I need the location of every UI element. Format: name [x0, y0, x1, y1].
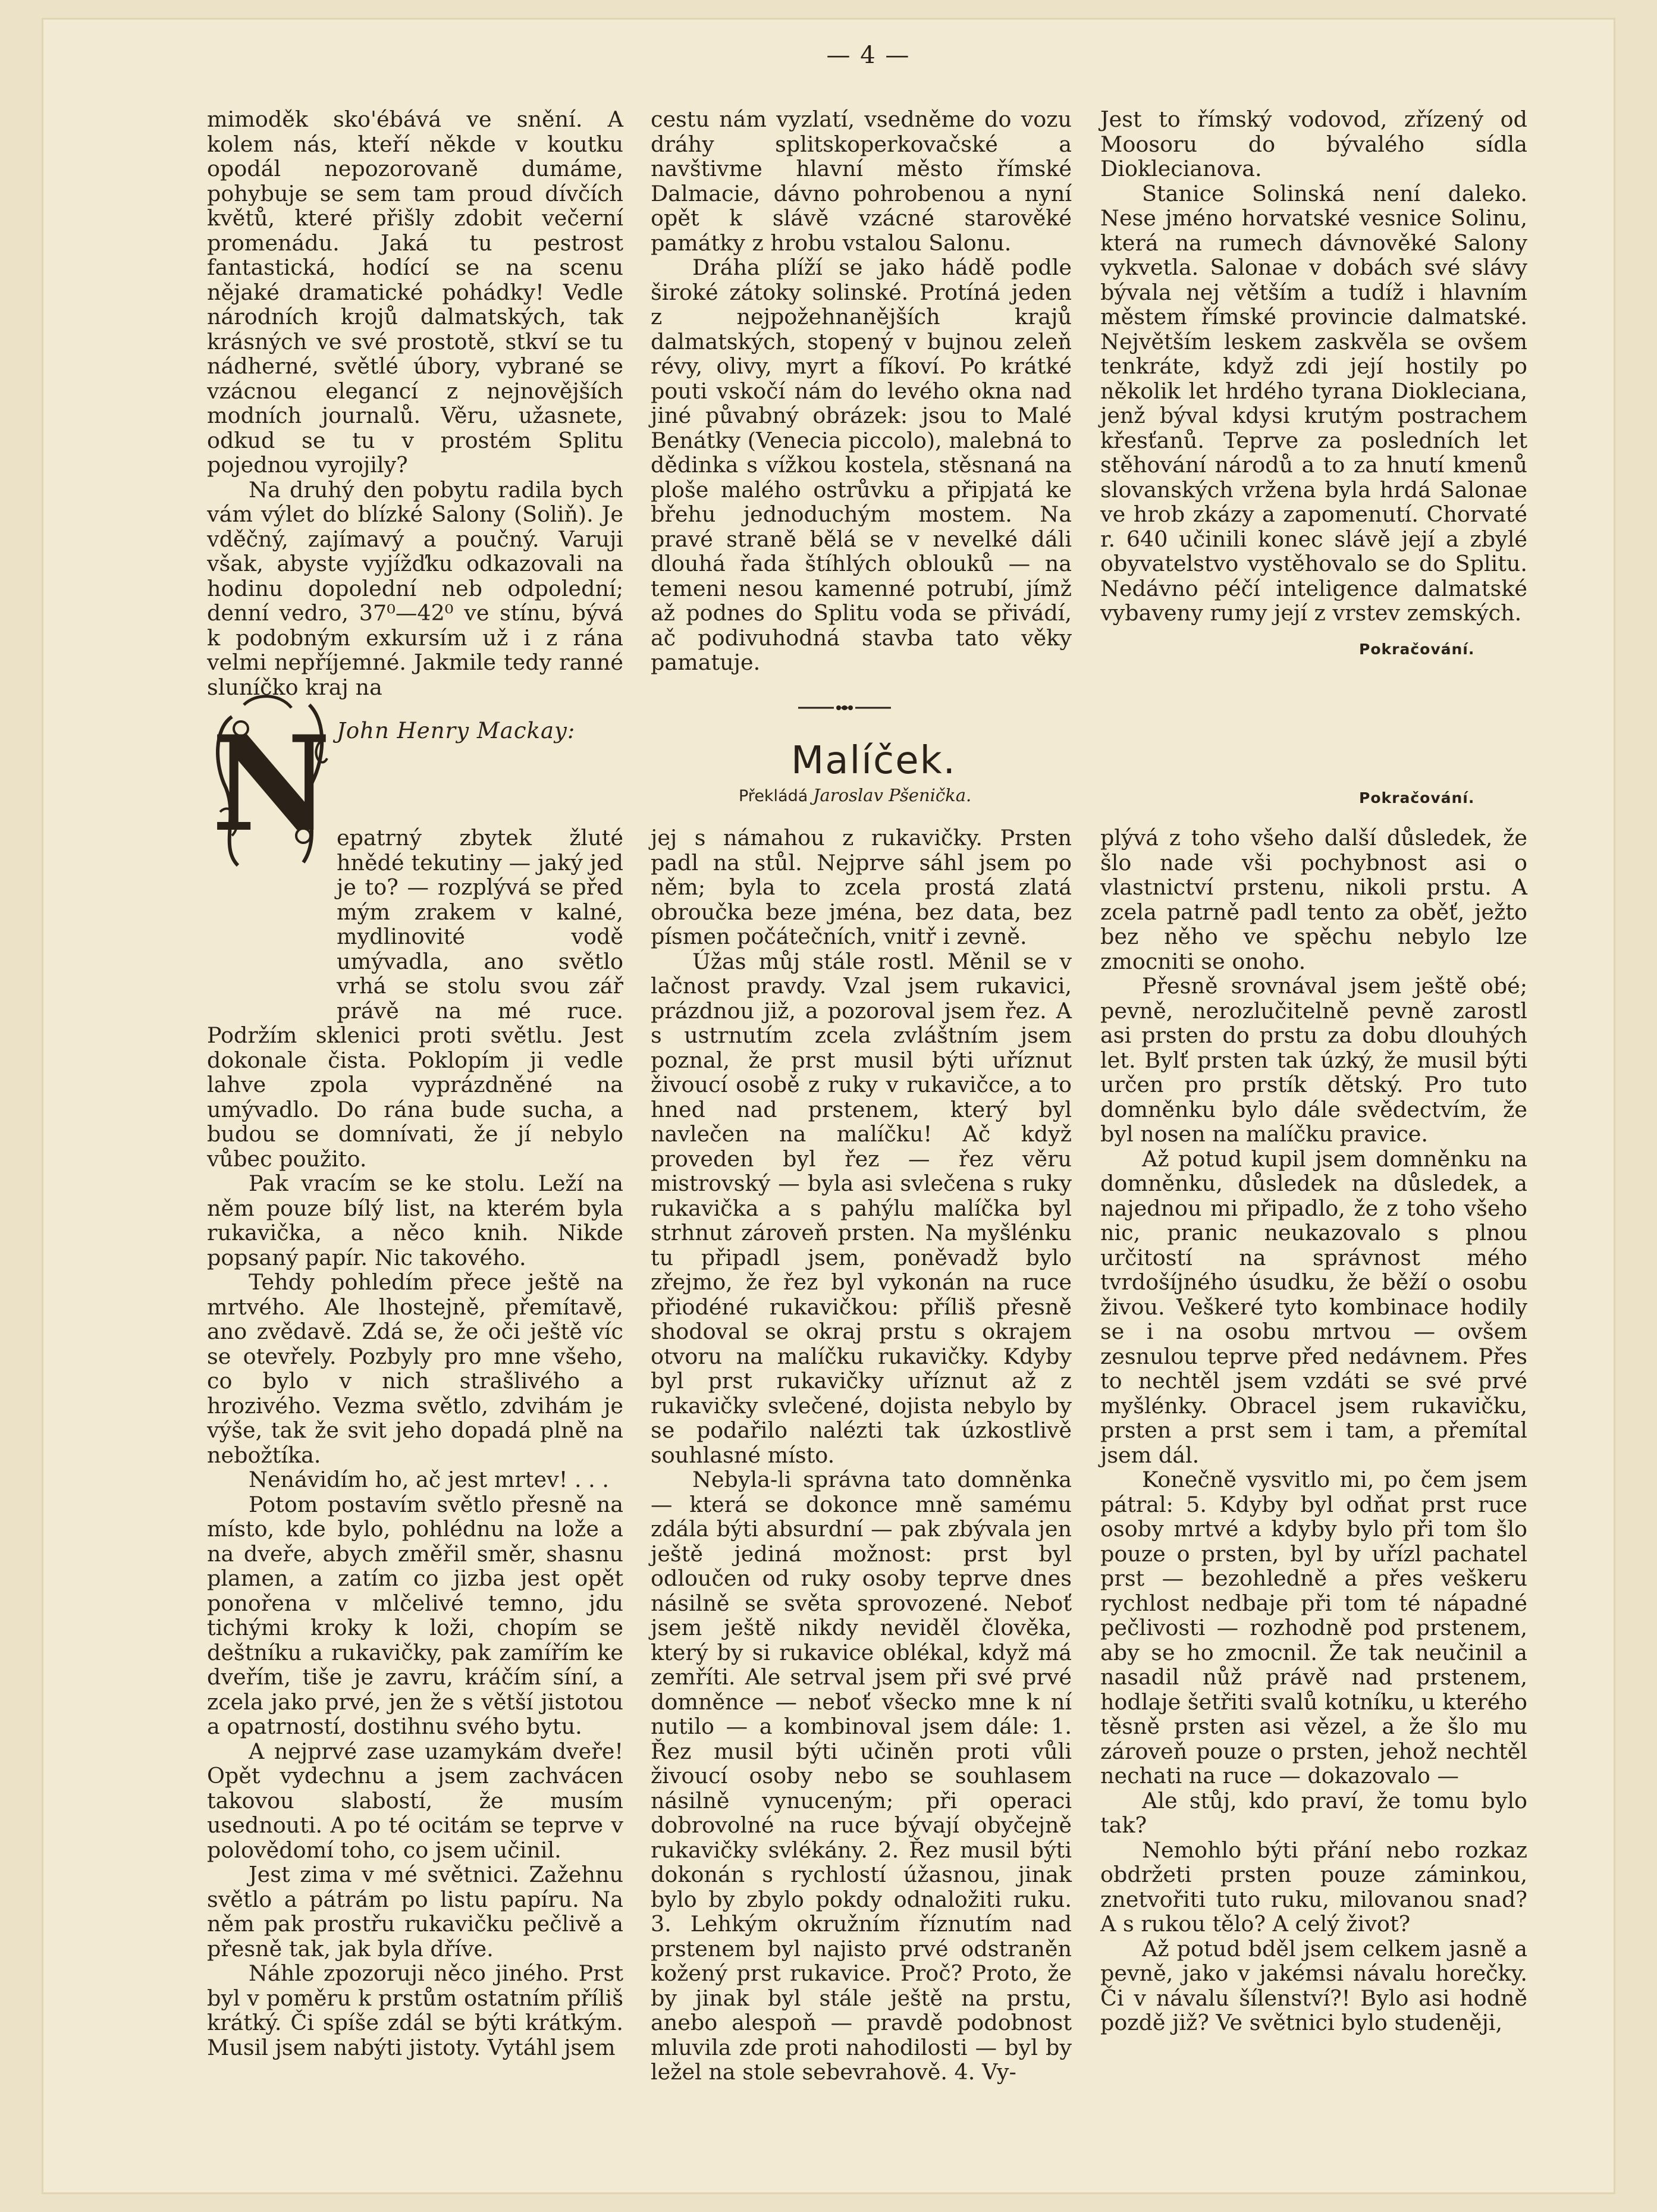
paragraph: mimoděk sko'ébává ve snění. A kolem nás, kteří někde v koutku opodál nepozorovaně dumáme, pohybuje se sem tam proud dívčích květů, které přišly zdobit večerní promenádu. Jaká tu pestrost fantastická, hodící se na scenu nějaké dramatické pohádky! Vedle národních krojů dalmatských, tak krásných ve své prostotě, stkví se tu nádherné, světlé úbory, vybrané se vzácnou elegancí z nejnovějších modních journalů. Věru, užasnete, odkud se tu v prostém Splitu pojednou vyrojily? [207, 106, 623, 478]
paragraph: jej s námahou z rukavičky. Prsten padl na stůl. Nejprve sáhl jsem po něm; byla to zcela prostá zlatá obroučka beze jména, bez data, bez písmen počátečních, vnitř i zevně. [651, 825, 1072, 949]
paragraph: epatrný zbytek žluté hnědé tekutiny — jaký jed je to? — rozplývá se před mým zrakem v kalné, mydlinovité vodě umývadla, ano světlo vrhá se stolu svou zář právě na mé ruce. Podržím sklenici proti světlu. Jest dokonale čista. Poklopím ji vedle lahve zpola vyprázdněné na umývadlo. Do rána bude sucha, a budou se domnívati, že jí nebylo vůbec použito. [207, 825, 623, 1172]
paragraph: plývá z toho všeho další důsledek, že šlo nade vši pochybnost asi o vlastnictví prstenu, nikoli prstu. A zcela patrně padl tento za oběť, ježto bez něho ve spěchu nebylo lze zmocniti se onoho. [1100, 825, 1527, 974]
translator-name: Jaroslav Pšenička. [812, 785, 972, 805]
paragraph: Potom postavím světlo přesně na místo, kde bylo, pohlédnu na lože a na dveře, abych změřil směr, shasnu plamen, a zatím co jizba jest opět ponořena v mlčelivé temno, jdu tichými kroky k loži, chopím se deštníku a rukavičky, pak zamířím ke dveřím, tiše je zavru, kráčím síní, a zcela jako prvé, jen že s větší jistotou a opatrností, dostihnu svého bytu. [207, 1491, 623, 1739]
paragraph: Přesně srovnával jsem ještě obé; pevně, nerozlučitelně pevně zarostl asi prsten do prstu za dobu dlouhých let. Bylť prsten tak úzký, že musil býti určen pro prstík dětský. Pro tuto domněnku bylo dále svědectvím, že byl nosen na malíčku pravice. [1100, 973, 1527, 1147]
paragraph: Na druhý den pobytu radila bych vám výlet do blízké Salony (Soliň). Je vděčný, zajímavý a poučný. Varuji však, abyste vyjížďku odkazovali na hodinu dopolední neb odpolední; denní vedro, 37⁰—42⁰ ve stínu, bývá k podobným exkursím už i z rána velmi nepříjemné. Jakmile tedy ranné sluníčko kraj na [207, 476, 623, 700]
paragraph: A nejprvé zase uzamykám dveře! Opět vydechnu a jsem zachvácen takovou slabostí, že musím usednouti. A po té ocitám se teprve v polovědomí toho, co jsem učinil. [207, 1738, 623, 1863]
story-column-1 [207, 826, 623, 2060]
paragraph: Pak vracím se ke stolu. Leží na něm pouze bílý list, na kterém byla rukavička, a něco knih. Nikde popsaný papír. Nic takového. [207, 1171, 623, 1270]
story-column-3 [1100, 826, 1527, 2035]
paragraph: cestu nám vyzlatí, vsedněme do vozu dráhy splitskoperkovačské a navštivme hlavní město římské Dalmacie, dávno pohrobenou a nyní opět k slávě vzácné starověké památky z hrobu vstalou Salonu. [651, 106, 1072, 256]
translator-line [739, 785, 971, 805]
continued-note-story: Pokračování. [1359, 789, 1475, 807]
upper-column-3 [1100, 107, 1527, 626]
translator-prefix: Překládá [739, 787, 808, 805]
dropcap-letter: N [211, 707, 331, 861]
paragraph: Ale stůj, kdo praví, že tomu bylo tak? [1100, 1787, 1527, 1838]
story-column-2 [651, 826, 1072, 2085]
paragraph: Nebyla-li správna tato domněnka — která se dokonce mně samému zdála býti absurdní — pak zbývala jen ještě jediná možnost: prst byl odloučen od ruky osoby teprve dnes násilně se světa sprovozené. Neboť jsem ještě nikdy neviděl člověka, který by si rukavice oblékal, když má zemříti. Ale setrval jsem při své prvé domněnce — neboť všecko mne k ní nutilo — a kombinoval jsem dále: 1. Řez musil býti učiněn proti vůli živoucí osoby nebo se souhlasem násilně vynuceným; při operaci dobrovolné na ruce bývají obyčejně rukavičky svlékány. 2. Řez musil býti dokonán s rychlostí úžasnou, jinak bylo by zbylo pokdy odnaložiti ruku. 3. Lehkým okružním říznutím nad prstenem byl najisto prvé odstraněn kožený prst rukavice. Proč? Proto, že by jinak byl stále ještě na prstu, anebo alespoň — pravdě podobnost mluvila zde proti nahodilosti — byl by ležel na stole sebevrahově. 4. Vy- [651, 1467, 1072, 2085]
paragraph: Jest to římský vodovod, zřízený od Moosoru do bývalého sídla Dioklecianova. [1100, 106, 1527, 181]
upper-column-2 [651, 107, 1072, 675]
paragraph: Nenávidím ho, ač jest mrtev! . . . [249, 1467, 609, 1492]
page [42, 18, 1615, 2194]
paragraph: Dráha plíží se jako hádě podle široké zátoky solinské. Protíná jeden z nejpožehnanějších krajů dalmatských, stopený v bujnou zeleň révy, olivy, myrt a fíkoví. Po krátké pouti vskočí nám do levého okna nad jiné půvabný obrázek: jsou to Malé Benátky (Venecia piccolo), malebná to dědinka s vížkou kostela, stěsnaná na ploše malého ostrůvku a připjatá ke břehu jednoduchým mostem. Na pravé straně bělá se v nevelké dáli dlouhá řada štíhlých oblouků — na temeni nesou kamenné potrubí, jímž až podnes do Splitu voda se přivádí, ač podivuhodná stavba tato věky pamatuje. [651, 255, 1072, 675]
paragraph: Nemohlo býti přání nebo rozkaz obdržeti prsten pouze záminkou, znetvořiti tuto ruku, milovanou snad? A s rukou tělo? A celý život? [1100, 1837, 1527, 1937]
paragraph: Jest zima v mé světnici. Zažehnu světlo a pátrám po listu papíru. Na něm pak prostřu rukavičku pečlivě a přesně tak, jak byla dříve. [207, 1862, 623, 1962]
paragraph: Až potud bděl jsem celkem jasně a pevně, jako v jakémsi návalu horečky. Či v návalu šílenství?! Bylo asi hodně pozdě již? Ve světnici bylo studeněji, [1100, 1935, 1527, 2035]
story-title: Malíček. [791, 739, 956, 783]
decorative-dropcap [208, 693, 334, 871]
page-number: — 4 — [826, 42, 911, 69]
paragraph: Úžas můj stále rostl. Měnil se v lačnost pravdy. Vzal jsem rukavici, prázdnou již, a pozoroval jsem řez. A s ustrnutím zcela zvláštním jsem poznal, že prst musil býti uříznut živoucí osobě z ruky v rukavičce, a to hned nad prstenem, který byl navlečen na malíčku! Ač když proveden byl řez — řez věru mistrovský — byla asi svlečena s ruky rukavička a s pahýlu malíčka byl strhnut zároveň prsten. Na myšlénku tu připadl jsem, poněvadž bylo zřejmo, že řez byl vykonán na ruce přiodéné rukavičkou: příliš přesně shodoval se okraj prstu s okrajem otvoru na malíčku rukavičky. Kdyby byl prst rukavičky uříznut až z rukavičky svlečené, dojista nebylo by se podařilo nalézti tak úzkostlivě souhlasné místo. [651, 948, 1072, 1468]
paragraph: Náhle zpozoruji něco jiného. Prst byl v poměru k prstům ostatním příliš krátký. Či spíše zdál se býti krátkým. Musil jsem nabýti jistoty. Vytáhl jsem [207, 1960, 623, 2060]
separator-ornament [797, 701, 892, 715]
paragraph: Stanice Solinská není daleko. Nese jméno horvatské vesnice Solinu, která na rumech dávnověké Salony vykvetla. Salonae v dobách své slávy bývala nej větším a tudíž i hlavním městem římské provincie dalmatské. Největším leskem zaskvěla se ovšem tenkráte, když zdi její hostily po několik let hrdého tyrana Diokleciana, jenž býval kdysi krutým postrachem křesťanů. Teprve za posledních let stěhování národů a to za hnutí kmenů slovanských vržena byla hrdá Salonae ve hrob zkázy a zapomenutí. Chorvaté r. 640 učinili konec slávě její a zbylé obyvatelstvo vystěhovalo se do Splitu. Nedávno péčí inteligence dalmatské vybaveny rumy její z vrstev zemských. [1100, 180, 1527, 626]
paragraph: Až potud kupil jsem domněnku na domněnku, důsledek na důsledek, a najednou mi připadlo, že z toho všeho nic, pranic neukazovalo s plnou určitostí na správnost mého tvrdošíjného úsudku, že běží o osobu živou. Veškeré tyto kombinace hodily se i na osobu mrtvou — ovšem zesnulou teprve před nedávnem. Přes to nechtěl jsem vzdáti se své prvé myšlénky. Obracel jsem rukavičku, prsten a prst sem i tam, a přemítal jsem dál. [1100, 1146, 1527, 1468]
author-byline: John Henry Mackay: [337, 718, 576, 743]
continued-note: Pokračování. [1359, 641, 1475, 658]
upper-column-1 [207, 107, 623, 699]
paragraph: Tehdy pohledím přece ještě na mrtvého. Ale lhostejně, přemítavě, ano zvědavě. Zdá se, že oči ještě víc se otevřely. Pozbyly pro mne všeho, co bylo v nich strašlivého a hrozivého. Vezma světlo, zdvihám je výše, tak že svit jeho dopadá plně na nebožtíka. [207, 1269, 623, 1468]
paragraph: Konečně vysvitlo mi, po čem jsem pátral: 5. Kdyby byl odňat prst ruce osoby mrtvé a kdyby bylo při tom šlo pouze o prsten, byl by uřízl pachatel prst — bezohledně a přes veškeru rychlost nedbaje při tom té nápadné pečlivosti — rozhodně pod prstenem, aby se ho zmocnil. Že tak neučinil a nasadil nůž právě nad prstenem, hodlaje šetřiti svalů kotníku, u kterého těsně prsten asi vězel, a že šlo mu zároveň pouze o prsten, jehož nechtěl nechati na ruce — dokazovalo — [1100, 1467, 1527, 1789]
